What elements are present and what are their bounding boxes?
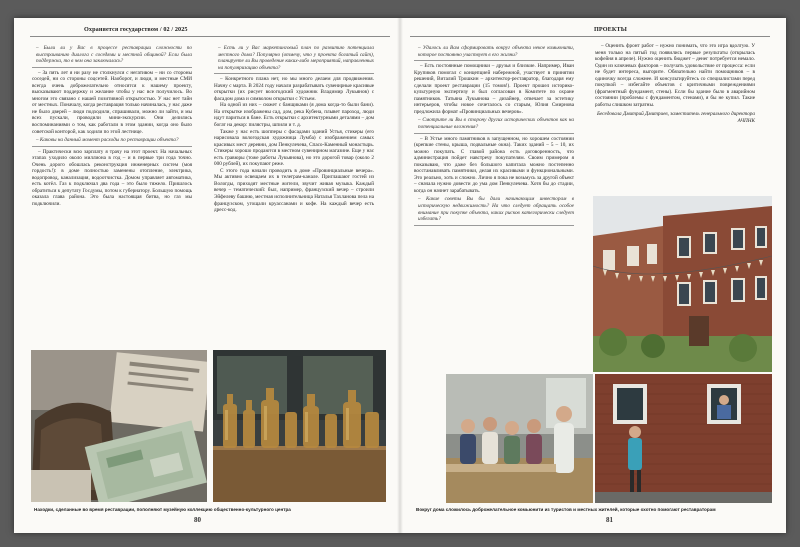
author-signature: Беседовала Дмитрий Дмитриев, заместитель генерального директора АЧПНК [597, 111, 755, 125]
right-page [400, 18, 786, 533]
interview-answer: Также у нас есть шопперы с фасадами зданий Устья, стикеры (его нарисовала вологодская художница Лумба) с изображением самых красивых мест деревни, дом Пенкулечева, Спасо-Каменный монастырь. Стикеры хорошо продаются в местном сувенирном магазине. Еще у нас есть гравюры (тоже работы Лукьянова), но это дорогой товар (около 2 000 рублей), их покупают реже. [214, 128, 374, 168]
interview-answer: – В Устье много памятников в запущенном, но хорошем состоянии (крепкие стены, крыша, подвальные окна). Таких зданий – 5 – 10, их можно покупать. С главой района есть договоренность, что администрация пойдет навстречу покупателям. Своим примером я показываю, что даже без большого капитала можно постепенно восстанавливать памятники, делая их красивыми и функциональными. Это реально, хоть и сложно. Лично я пока не возьмусь за другой объект – сначала нужно довести до ума дом Пенкулечева. Хотя бы до стадии, когда он начнет зарабатывать. [414, 135, 574, 194]
interview-answer: – Конкретного плана нет, но мы много делаем для продвижения. Начну с марта. В 2024 году начали разрабатывать сувенирные красивые открытки (их рисует вологодский художник Владимир Лукьянов) с фасадом дома и символом открытки с Устьем. [214, 76, 374, 102]
caption-left: Находки, сделанные во время реставрации, пополняют музейную коллекцию общественно-культурного центра [34, 507, 291, 512]
interview-question: – Какие советы Вы бы дали начинающим инвесторам в историческую недвижимость? На что следует обращать особое внимание при покупке объекта, каких рисков категорически следует избегать? [414, 196, 574, 225]
interview-answer: – За пять лет я ни разу не столкнулся с негативом – ни со стороны соседей, ни со стороны соцсетей. Наоборот, и люди, и местные СМИ всегда очень доброжелательно относятся к нашему проекту, высказывают поддержку и желание чтобы у нас все получилось. Во многом это связано с нашей позитивной открытостью. У нас нет тайн от местных. Поначалу, когда реставрация только начиналась, у нас даже не было дверей – люди подходили, спрашивали, можно ли зайти, и мы всех пускали, проводили мини-экскурсии. Они делились воспоминаниями о том, как работали в этом здании, когда оно было советской конторой, как ходили по этой лестнице. [32, 69, 192, 135]
header-rule-right [410, 36, 770, 37]
left-page [14, 18, 400, 533]
photo-window [595, 374, 772, 503]
interview-answer: С этого года начали проводить в доме «Провинциальные вечера». Мы активно освещаем их в телеграм-канале. Приглашают гостей из Вологды, приходят местные жители, звучит живая музыка. Каждый вечер – тематический: был, например, французский вечер – строили Эйфелеву башню, местная исполнительница Наталья Тахланова пела на французском, угощали круассанами и кофе. На каждый вечер есть дресс-код. [214, 167, 374, 214]
photo-documents [31, 350, 207, 502]
photo-bottles [213, 350, 386, 502]
running-head-left: Охраняется государством / 02 / 2025 [84, 26, 188, 33]
caption-right: Вокруг дома сложилось доброжелательное комьюнити из туристов и местных жителей, которые охотно помогают реставраторам [416, 507, 716, 512]
running-head-right: ПРОЕКТЫ [594, 26, 627, 33]
interview-question: – Были ли у Вас в процессе реставрации сложности по выстраиванию диалога с соседями и местной общиной? Если была поддержка, то в чем она заключалась? [32, 45, 192, 68]
left-column-1 [32, 43, 192, 208]
page-number-left: 80 [194, 516, 201, 524]
page-number-right: 81 [606, 516, 613, 524]
interview-question: – Есть ли у Вас маркетинговый план по развитию потенциала местного дома? Популярно (отмечу, что у проекта богатый сайт), планируете ли Вы проведение каких-либо мероприятий, направленных на популяризацию объекта? [214, 45, 374, 74]
photo-house-garland [593, 196, 772, 372]
interview-answer: – Оценить фронт работ – нужно понимать, что это игра вдолгую. У меня только на пятый год появились первые результаты (открылась кофейня в апреле). Нужно оценить бюджет – денег потребуется немало. Один из ключевых факторов – получать удовольствие от процесса: если не будет интереса, выгорите. Обязательно найти помощников – в одиночку всегда сложнее. И консультируйтесь со специалистами перед покупкой – избегайте объектов с критичными повреждениями (фрагментный фундамент, стены). Если бы здание было в аварийном состоянии (проблемы с фундаментом, стенами), я бы не купил. Такие работы слишком затратны. [595, 43, 755, 108]
interview-answer: – Есть постоянные помощники – друзья и близкие. Например, Иван Крупиков помогал с концепцией набережной, участвует в принятии решений, Виталий Трошкин – архитектор-реставратор, благодаря ему сделали проект реставрации (15 томов!). Проект прошел историко-культурную экспертизу и был согласован в Комитете по охране памятников. Татьяна Лукьянова – дизайнер, отвечает за эстетику интерьеров, чтобы новое сочеталось со старым, Юлия Смирнова предложила формат «Провинциальных вечеров». [414, 63, 574, 115]
left-column-2 [214, 43, 374, 214]
interview-question: – Каковы на данный момент расходы по реставрации объекта? [32, 137, 192, 147]
interview-answer: – Практически всю зарплату я трачу на этот проект. На начальных этапах уходило около миллиона в год – и в первые три года точно. Очень дорого обошлась реконструкция инженерных систем (моя гордость!): в доме полностью заменены отопление, электрика, водопровод, канализация, водоотчистка. Домом управляет автоматика, есть котёл. Газ к подключал два года – это было тяжело. Пришлось обратиться к депутату Госдумы, потом к губернатору. Большую помощь оказала глава района. Это была настоящая битва, но газ мы подключили. [32, 148, 192, 208]
interview-question: – Смотрите ли Вы в сторону других исторических объектов как на потенциальные вложения? [414, 117, 574, 133]
right-column-2 [595, 43, 755, 125]
right-column-1 [414, 43, 574, 228]
photo-people-table [446, 374, 593, 503]
header-rule-left [30, 36, 390, 37]
interview-question: – Удалось ли Вам сформировать вокруг объекта некое комьюнити, которое постоянно участвует в его жизни? [414, 45, 574, 61]
interview-answer: На одной из них – сюжет с банщиками (я дома когда-то были бани). На открытке изображены сад, дом, река Кубена, плывет пароход, люди идут париться в бане. Есть открытки с архитектурными деталями – дом богат на декор: пилястры, шпили и т. д. [214, 102, 374, 129]
magazine-spread [14, 18, 786, 533]
